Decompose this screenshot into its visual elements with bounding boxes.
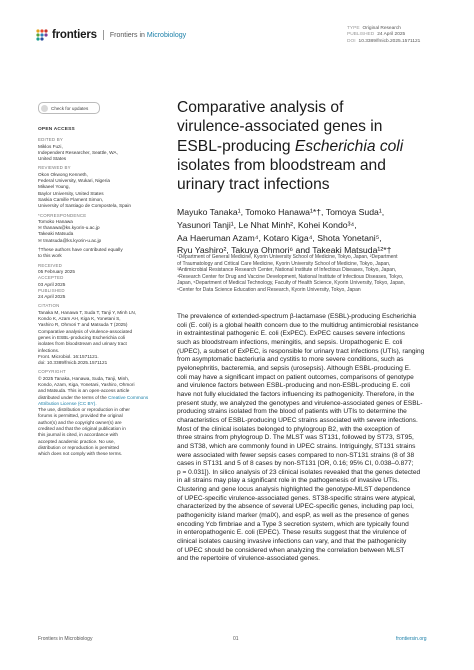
edited-by-line: Miklos Fuzi,: [38, 143, 63, 149]
abstract-line: coli may have a significant impact on patient outcomes, comparisons of genotype: [177, 373, 414, 381]
copyright-line: Kondo, Azam, Kiga, Yonetani, Yashiro, Ohmori: [38, 381, 135, 387]
abstract-line: Most of the clinical isolates belonged to phylogroup B2, with the exception of: [177, 425, 400, 433]
copyright-line: The use, distribution or reproduction in other: [38, 407, 130, 413]
abstract-line: in all strains may play a significant role in the pathogenesis of invasive UTIs.: [177, 477, 400, 485]
journal-name: Frontiers in Microbiology: [109, 31, 187, 39]
footer-site-link[interactable]: frontiersin.org: [396, 636, 427, 642]
abstract-line: p = 0.031]). In silico analysis of 23 clinical isolates revealed that the genes detected: [177, 468, 421, 476]
reviewer-line: Mikaeel Young,: [38, 184, 70, 190]
author-line: Ryu Yashiro², Takuya Ohmori⁶ and Takeaki Matsuda¹²*†: [177, 245, 392, 256]
citation-line: Yashiro R, Ohmori T and Matsuda T (2025): [38, 322, 128, 328]
accepted-date: 03 April 2025: [38, 281, 66, 287]
copyright-line: distribution or reproduction is permitted: [38, 444, 120, 450]
copyright-heading: COPYRIGHT: [38, 369, 66, 375]
correspondence-line: Takeaki Matsuda: [38, 231, 74, 237]
abstract-line: three strains from phylogroup D. The MLST was ST131, followed by ST73, ST95,: [177, 434, 414, 442]
abstract-line: producing strains isolated from the blood of patients with UTIs to determine the: [177, 408, 407, 416]
abstract-line: coli (E. coli) is a global health concern due to the multidrug antimicrobial resistance: [177, 321, 419, 329]
check-updates-label: Check for updates: [51, 105, 89, 111]
correspondence-email[interactable]: ✉ tmatsuda@ks.kyorin-u.ac.jp: [38, 237, 102, 243]
license-link[interactable]: Creative Commons Attribution License (CC BY).: [38, 394, 149, 406]
edited-by-line: United States: [38, 156, 67, 162]
abstract-line: encoding Ycb fimbriae and a Type 3 secretion system, which are typically found: [177, 520, 409, 528]
reviewed-by-heading: REVIEWED BY: [38, 165, 71, 171]
citation-line: genes in ESBL-producing Escherichia coli: [38, 334, 126, 340]
abstract-line: were associated with fewer sepsis cases compared to non-ST131 strains (8 of 38: [177, 451, 415, 459]
citation-line: Front. Microbiol. 16:1571121.: [38, 353, 99, 359]
author-line: Aa Haeruman Azam⁴, Kotaro Kiga⁴, Shota Yonetani⁵,: [177, 232, 382, 243]
contrib-note-line: †These authors have contributed equally: [38, 247, 123, 253]
correspondence-heading: *CORRESPONDENCE: [38, 212, 87, 218]
citation-line: Tanaka M, Hanawa T, Suda T, Tanji Y, Minh LN,: [38, 309, 137, 315]
reviewer-line: Baylor University, United States: [38, 190, 104, 196]
logo-divider: [103, 30, 104, 40]
accepted-heading: ACCEPTED: [38, 275, 64, 281]
sidebar: [38, 127, 158, 458]
abstract-line: of UPEC-specific virulence-associated genes. ST38-specific strains were atypical,: [177, 494, 416, 502]
received-heading: RECEIVED: [38, 262, 63, 268]
author-list: [177, 206, 447, 257]
journal-logo[interactable]: [35, 28, 186, 42]
published-date: 24 April 2025: [38, 294, 66, 300]
copyright-line: which does not comply with these terms.: [38, 451, 123, 457]
contrib-note-line: to this work: [38, 253, 62, 259]
copyright-line: author(s) and the copyright owner(s) are: [38, 419, 122, 425]
abstract-line: from asymptomatic bacteriuria and cystitis to more severe conditions, such as: [177, 356, 404, 364]
affiliations: ¹Department of General Medicine, Kyorin University School of Medicine, Tokyo, Japan, ²Department of Traumatology and Critical Care Medicine, Kyorin University School of Medicine, Tokyo, Japan, ³Antimicrobial Resistance Research Center, National Institute of Infectious Diseases, Tokyo, Japan, ⁴Research Center for Drug and Vaccine Development, National Institute of Infectious Diseases, Tokyo, Japan, ⁵Department of Medical Technology, Faculty of Health Science, Kyorin University, Tokyo, Japan, ⁶Center for Data Science Education and Research, Kyorin University, Tokyo, Japan: [177, 254, 405, 293]
citation-line: Comparative analysis of virulence-associated: [38, 328, 133, 334]
article-meta: TYPE Original Research PUBLISHED 24 April 2025 DOI 10.3389/fmicb.2025.1571121: [347, 26, 421, 44]
abstract-line: cases in ST131 and 5 of 8 cases by non-ST131 [OR, 0.16; 95% CI, 0.038–0.877;: [177, 460, 414, 468]
abstract-line: pathogenicity island marker (malX), and espP, as well as the presence of genes: [177, 512, 409, 520]
update-icon: [41, 105, 48, 112]
citation-line: Kondo K, Azam AH, Kiga K, Yonetani S,: [38, 316, 121, 322]
citation-line: isolates from bloodstream and urinary tract: [38, 341, 127, 347]
abstract-line: such as bloodstream infections, meningitis, and sepsis. Uropathogenic E. coli: [177, 338, 403, 346]
abstract-line: characterized by the absence of several UPEC-specific genes, including pap loci,: [177, 503, 414, 511]
citation-line: doi: 10.3389/fmicb.2025.1571121: [38, 360, 108, 366]
published-heading: PUBLISHED: [38, 287, 65, 293]
abstract-line: The prevalence of extended-spectrum β-lactamase (ESBL)-producing Escherichia: [177, 313, 417, 320]
copyright-line: credited and that the original publication in: [38, 426, 126, 432]
author-line: Yasunori Tanji¹, Le Nhat Minh², Kohei Kondo³⁴,: [177, 219, 357, 230]
brand-name: frontiers: [52, 29, 97, 41]
open-access-label: OPEN ACCESS: [38, 127, 75, 132]
author-line: Mayuko Tanaka¹, Tomoko Hanawa¹*†, Tomoya Suda¹,: [177, 207, 385, 217]
abstract-line: in enteropathogenic E. coli (EPEC). These results suggest that the virulence of: [177, 529, 407, 537]
abstract-line: (UPEC), a subset of ExPEC, is responsible for urinary tract infections (UTIs), ranging: [177, 347, 425, 355]
copyright-line: distributed under the terms of the Creative Commons Attribution License (CC BY).: [38, 394, 149, 406]
copyright-line: © 2025 Tanaka, Hanawa, Suda, Tanji, Minh,: [38, 375, 130, 381]
abstract-line: pyelonephritis, bacteremia, and sepsis (urosepsis). Although ESBL-producing E.: [177, 364, 411, 372]
reviewer-line: Federal University, Wukari, Nigeria: [38, 178, 110, 184]
copyright-line: accepted academic practice. No use,: [38, 438, 115, 444]
correspondence-email[interactable]: ✉ thanawa@ks.kyorin-u.ac.jp: [38, 225, 100, 231]
received-date: 05 February 2025: [38, 268, 76, 274]
copyright-line: and Matsuda. This is an open-access article: [38, 388, 130, 394]
reviewer-line: Saskia Camille Flament Simon,: [38, 196, 104, 202]
copyright-line: this journal is cited, in accordance with: [38, 432, 118, 438]
page-number: 01: [233, 636, 239, 642]
article-title: Comparative analysis of virulence-associated genes in ESBL-producing Escherichia coli isolates from bloodstream and urinary tract infections: [177, 99, 404, 194]
abstract-line: Clustering and gene locus analysis highlighted the genotype-MLST dependence: [177, 486, 411, 494]
abstract-line: of UPEC should be considered when analyzing the correlation between MLST: [177, 546, 405, 554]
abstract-line: and ST38, which are commonly found in UPEC strains. Intriguingly, ST131 strains: [177, 442, 416, 450]
citation-heading: CITATION: [38, 303, 60, 309]
abstract-line: and the repertoire of virulence-associated genes.: [177, 555, 320, 563]
abstract-line: and virulence factors between ESBL-producing and non-ESBL-producing E. coli: [177, 382, 411, 390]
abstract-line: characteristics of ESBL-producing UPEC strains associated with severe infections.: [177, 416, 418, 424]
abstract-line: in extraintestinal pathogenic E. coli (ExPEC). ExPEC causes severe infections: [177, 330, 405, 338]
abstract-line: have not fully elucidated the factors influencing its pathogenicity. Therefore, in the: [177, 390, 415, 398]
abstract-line: present study, we analyzed the genotypes and virulence-associated genes of ESBL-: [177, 399, 423, 407]
edited-by-heading: EDITED BY: [38, 137, 63, 143]
frontiers-logo-icon: [35, 28, 49, 42]
footer-journal: Frontiers in Microbiology: [38, 636, 93, 642]
abstract: [177, 313, 445, 564]
edited-by-line: Independent Researcher, Seattle, WA,: [38, 149, 118, 155]
reviewer-line: Okon Okwong Kenneth,: [38, 171, 88, 177]
correspondence-line: Tomoko Hanawa: [38, 218, 73, 224]
citation-line: infections.: [38, 347, 60, 353]
copyright-line: forums is permitted, provided the original: [38, 413, 123, 419]
reviewer-line: University of Santiago de Compostela, Spain: [38, 203, 132, 209]
abstract-line: clinical isolates causing invasive infections can vary, and that the pathogenicity: [177, 538, 407, 546]
check-updates-button[interactable]: [38, 102, 100, 114]
